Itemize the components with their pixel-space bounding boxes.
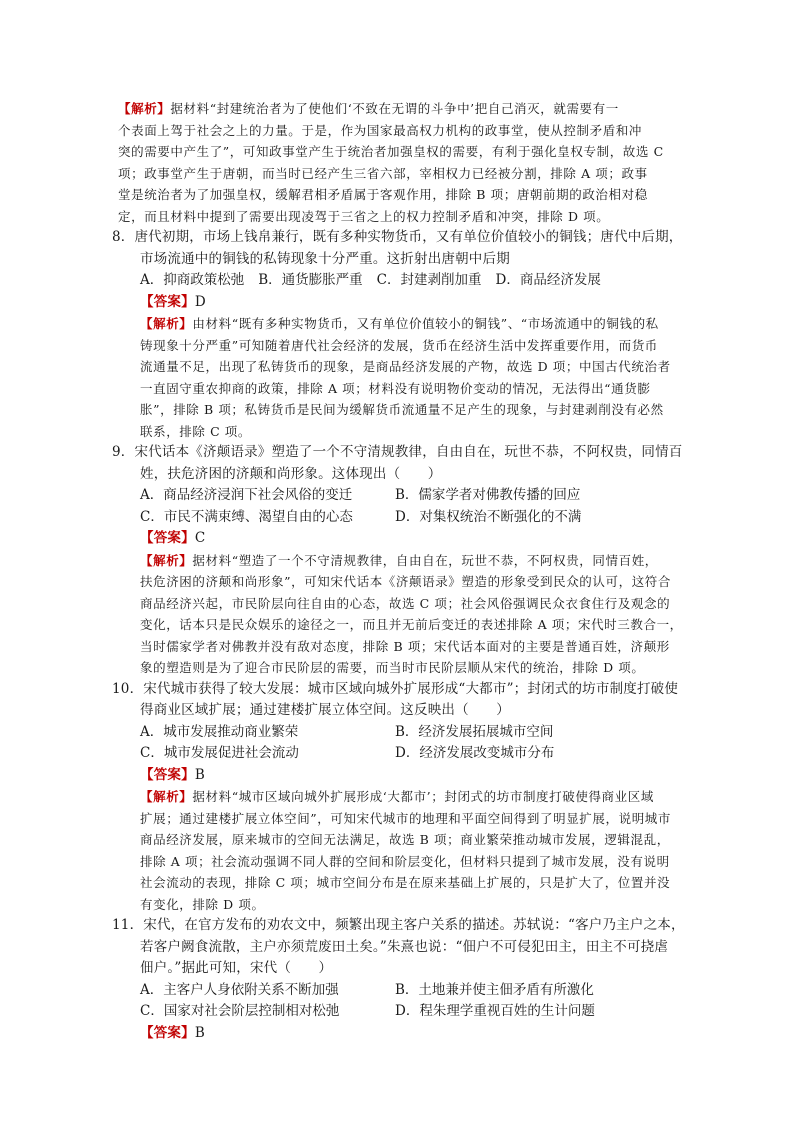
answer-line — [118, 292, 690, 314]
answer-value: D — [194, 293, 206, 310]
question-stem: 9．宋代话本《济颠语录》塑造了一个不守清规教律，自由自在，玩世不恭，不阿权贵，同情百 — [112, 444, 683, 460]
explanation-line: 商品经济发展，原来城市的空间无法满足，故选 B 项；商业繁荣推动城市发展，逻辑混乱， — [140, 832, 670, 847]
question-stem: 市场流通中的铜钱的私铸现象十分严重。这折射出唐朝中后期 — [140, 250, 510, 267]
analysis-tag: 【解析】 — [118, 101, 171, 116]
explanation-line: 胀”，排除 B 项；私铸货币是民间为缓解货币流通量不足产生的现象，与封建剥削没有必然 — [140, 402, 664, 417]
explanation-line: 个表面上驾于社会之上的力量。于是，作为国家最高权力机构的政事堂，使从控制矛盾和冲 — [118, 122, 643, 138]
q8-explanation — [118, 313, 690, 442]
question-11 — [112, 915, 690, 1044]
answer-tag: 【答案】 — [140, 530, 195, 546]
question-stem: 佃户。”据此可知，宋代（ ） — [140, 960, 333, 976]
explanation-line: 项；政事堂产生于唐朝，而当时已经产生三省六部，宰相权力已经被分割，排除 A 项；政事 — [118, 165, 648, 181]
question-stem: 得商业区域扩展；通过建楼扩展立体空间。这反映出（ ） — [140, 702, 510, 718]
answer-line — [118, 1023, 690, 1045]
answer-tag: 【答案】 — [140, 293, 195, 310]
answer-value: B — [194, 1024, 205, 1041]
page-content — [112, 98, 690, 1044]
answer-tag: 【答案】 — [140, 1024, 195, 1041]
explanation-line: 扩展；通过建楼扩展立体空间”，可知宋代城市的地理和平面空间得到了明显扩展，说明城市 — [140, 810, 671, 826]
explanation-line: 排除 A 项；社会流动强调不同人群的空间和阶层变化，但材料只提到了城市发展，没有说明 — [140, 853, 670, 869]
option-c[interactable]: C．城市发展促进社会流动 — [140, 745, 299, 761]
question-stem: 姓，扶危济困的济颠和尚形象。这体现出（ ） — [140, 465, 442, 482]
explanation-line: 定，而且材料中提到了需要出现凌驾于三省之上的权力控制矛盾和冲突，排除 D 项。 — [118, 208, 610, 224]
option-d[interactable]: D．商品经济发展 — [495, 272, 601, 288]
explanation-line: 变化，话本只是民众娱乐的途径之一，而且并无前后变迁的表述排除 A 项；宋代时三教合一， — [140, 617, 683, 632]
answer-value: C — [194, 530, 206, 546]
explanation-line: 扶危济困的济颠和尚形象”，可知宋代话本《济颠语录》塑造的形象受到民众的认可，这符合 — [140, 574, 671, 589]
option-b[interactable]: B．土地兼并使主佃矛盾有所激化 — [395, 981, 594, 998]
explanation-line: 有变化，排除 D 项。 — [140, 896, 265, 912]
option-d[interactable]: D．对集权统治不断强化的不满 — [395, 508, 582, 525]
analysis-tag: 【解析】 — [140, 789, 193, 804]
option-a[interactable]: A．商品经济浸润下社会风俗的变迁 — [140, 487, 353, 503]
explanation-line: 象的塑造则是为了迎合市民阶层的需要，而当时市民阶层顺从宋代的统治，排除 D 项。 — [140, 660, 645, 675]
question-10 — [112, 679, 690, 916]
option-a[interactable]: A．城市发展推动商业繁荣 — [140, 723, 299, 740]
explanation-line: 一直固守重农抑商的政策，排除 A 项；材料没有说明物价变动的情况，无法得出“通货膨 — [140, 380, 651, 396]
explanation-line: 流通量不足，出现了私铸货币的现象，是商品经济发展的产物，故选 D 项；中国古代统治者 — [140, 359, 671, 374]
options-row — [118, 485, 690, 507]
option-c[interactable]: C．市民不满束缚、渴望自由的心态 — [140, 508, 353, 525]
option-b[interactable]: B．经济发展拓展城市空间 — [395, 723, 554, 740]
answer-line — [118, 765, 690, 787]
analysis-tag: 【解析】 — [140, 552, 193, 568]
option-c[interactable]: C．国家对社会阶层控制相对松弛 — [140, 1003, 340, 1019]
answer-value: B — [194, 766, 205, 783]
option-b[interactable]: B．通货膨胀严重 — [258, 272, 363, 288]
question-8 — [112, 227, 690, 442]
question-stem: 若客户阙食流散，主户亦须荒废田土矣。”朱熹也说：“佃户不可侵犯田主，田主不可挠虐 — [140, 938, 669, 955]
options-row — [118, 722, 690, 744]
question-stem: 10．宋代城市获得了较大发展：城市区域向城外扩展形成“大都市”；封闭式的坊市制度打破使 — [112, 680, 679, 697]
explanation-line: 【解析】据材料“城市区域向城外扩展形成‘大都市’；封闭式的坊市制度打破使得商业区域 — [140, 789, 654, 804]
q9-explanation — [118, 550, 690, 679]
option-d[interactable]: D．经济发展改变城市分布 — [395, 745, 555, 761]
explanation-line: 商品经济兴起，市民阶层向往自由的心态，故选 C 项；社会风俗强调民众衣食住行及观念的 — [140, 595, 671, 611]
explanation-line: 【解析】据材料“塑造了一个不守清规教律，自由自在，玩世不恭，不阿权贵，同情百姓， — [140, 552, 658, 568]
option-d[interactable]: D．程朱理学重视百姓的生计问题 — [395, 1003, 595, 1019]
option-a[interactable]: A．抑商政策松弛 — [140, 272, 245, 288]
explanation-line: 铸现象十分严重”可知随着唐代社会经济的发展，货币在经济生活中发挥重要作用，而货币 — [140, 337, 658, 353]
analysis-tag: 【解析】 — [140, 316, 193, 331]
q7-explanation — [118, 98, 690, 227]
options-row — [118, 270, 690, 292]
options-row — [118, 1001, 690, 1023]
options-row — [118, 507, 690, 529]
answer-line — [118, 528, 690, 550]
explanation-line: 突的需要中产生了”，可知政事堂产生于统治者加强皇权的需要，有利于强化皇权专制，故选 C — [118, 144, 664, 159]
question-9 — [112, 442, 690, 679]
option-a[interactable]: A．主客户人身依附关系不断加强 — [140, 981, 339, 998]
explanation-line: 【解析】据材料“封建统治者为了使他们‘不致在无谓的斗争中’把自己消灭，就需要有一 — [118, 101, 619, 116]
options-row — [118, 980, 690, 1002]
option-b[interactable]: B．儒家学者对佛教传播的回应 — [395, 487, 581, 503]
option-c[interactable]: C．封建剥削加重 — [376, 272, 482, 288]
explanation-line: 社会流动的表现，排除 C 项；城市空间分布是在原来基础上扩展的，只是扩大了，位置并没 — [140, 875, 671, 890]
question-stem: 11．宋代，在官方发布的劝农文中，频繁出现主客户关系的描述。苏轼说：“客户乃主户之本， — [112, 917, 685, 933]
explanation-line: 堂是统治者为了加强皇权，缓解君相矛盾属于客观作用，排除 B 项；唐朝前期的政治相对稳 — [118, 187, 648, 202]
question-stem: 8．唐代初期，市场上钱帛兼行，既有多种实物货币，又有单位价值较小的铜钱；唐代中后期， — [112, 229, 683, 245]
explanation-line: 【解析】由材料“既有多种实物货币，又有单位价值较小的铜钱”、“市场流通中的铜钱的私 — [140, 316, 659, 331]
answer-tag: 【答案】 — [140, 766, 195, 783]
explanation-line: 当时儒家学者对佛教并没有敌对态度，排除 B 项；宋代话本面对的主要是普通百姓，济颠形 — [140, 638, 670, 654]
q10-explanation — [118, 786, 690, 915]
explanation-line: 联系，排除 C 项。 — [140, 423, 252, 439]
options-row — [118, 743, 690, 765]
